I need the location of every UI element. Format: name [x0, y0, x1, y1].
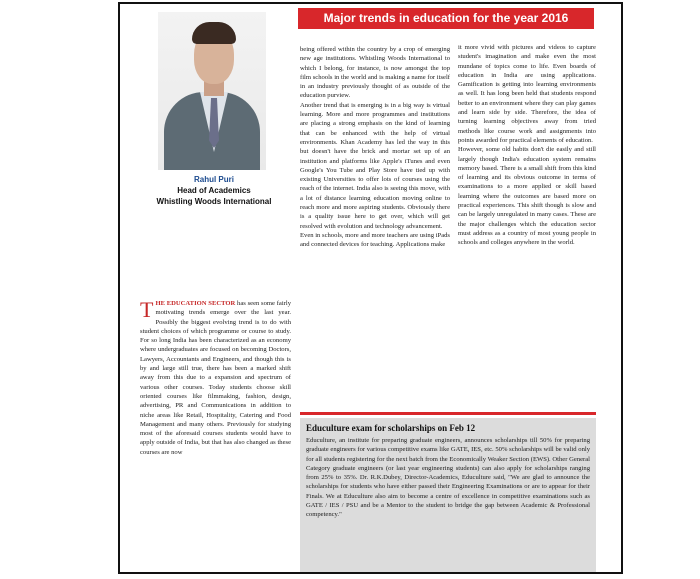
column-3-paragraph-2: However, some old habits don't die easily and still largely though India's education system remains memory based. There is a small shift from this kind of learning and its obvious outcome in terms of examinations to a more applied or skill based learning where the outcomes are based more on practical experiences. This shift though is slow and can be largely unregulated in many cases. These are the major challenges which the education sector must address as a country of most young people in schools and colleges anywhere in the world. [458, 146, 596, 247]
author-caption [140, 174, 288, 207]
author-name: Rahul Puri [193, 175, 234, 184]
section-divider [300, 412, 596, 415]
column-1-paragraph [140, 299, 291, 457]
news-box-heading: Educulture exam for scholarships on Feb 12 [306, 423, 476, 433]
column-2-paragraph-3: Even in schools, more and more teachers are using iPads and connected devices for teaching. Applications make [300, 231, 450, 249]
news-box-text: Educulture, an institute for preparing graduate engineers, announces scholarships till 50% for preparing graduate engineers for various competitive exams like GATE, IES, etc. 50% scholarships will be valid only for all students registering for the next batch from the Economically Weaker Section (EWS). Other General Category graduate engineers (or last year engineering students) can also apply for scholarships ranging from 25% to 35%. Dr. R.K.Dubey, Director-Academics, Educulture said, "We are glad to announce the scholarships for students who have either passed their Engineering Examinations or are to appear for their Finals. We at Educulture also aim to become a centre of excellence in competitive examinations such as GATE / IES / PSU and be a Mentor to the student to bridge the gap between Academic & Professional competency." [306, 437, 590, 519]
article-column-1 [140, 299, 291, 574]
photo-hair [192, 22, 236, 44]
column-3-paragraph-1: it more vivid with pictures and videos to capture student's imagination and make even the most mundane of topics come to life. Even boards of education in India are using applications. Gamification is getting into learning environments as well. It has long been held that students respond better to an environment where they can play games and learn side by side. Therefore, the idea of turning learning objectives away from tried methods like course work and assignments into points awarded for practical elements of education. [458, 44, 596, 144]
news-box [300, 418, 596, 574]
author-role: Head of Academics [177, 186, 251, 195]
article-title-banner: Major trends in education for the year 2016 [298, 8, 594, 29]
article-column-3 [458, 43, 596, 383]
drop-cap: T [140, 299, 154, 322]
lead-in: HE EDUCATION SECTOR [155, 300, 236, 307]
column-1-text: has seen some fairly motivating trends emerge over the last year. Possibly the biggest evolving trend is to do with student choices of which programme or course to study. For so long India has been characterized as an economy where undergraduates are focused on becoming Doctors, Lawyers, Accountants and Engineers, and though this is by and large still true, there has been a marked shift away from this due to a expansion and spectrum of various other courses. Today students choose skill oriented courses like filmmaking, fashion, design, advertising, PR and Communications in addition to niche areas like Retail, Hospitality, Catering and Food Management and many others. Previously for studying most of the aforesaid courses students would have to apply outside of India, but that has also changed as these courses are now [140, 300, 291, 456]
column-2-paragraph-1: being offered within the country by a crop of emerging new age institutions. Whistling Woods International to which I belong, for instance, is now amongst the top film schools in the world and is making a name for itself in an industry previously thought of as outside of the education purview. [300, 46, 450, 100]
author-org: Whistling Woods International [156, 197, 272, 206]
column-2-paragraph-2: Another trend that is emerging is in a big way is virtual learning. More and more programmes and institutions are placing a strong emphasis on the kind of learning that can be enhanced with the help of virtual environments. Khan Academy has led the way in this but doesn't have the brick and mortar set up of an institution and platforms like Apple's iTunes and even Google's You Tube and Play Store have tied up with existing Universities to offer lots of courses using the reach of the internet. India also is seeing this move, with a lot of distance learning education moving online to reach more and more aspiring students. Obviously there is a quality issue here to get over, which will get resolved with evolution and technology advancement. [300, 101, 450, 230]
magazine-page [118, 2, 623, 574]
author-photo [158, 12, 266, 170]
article-column-2 [300, 45, 450, 393]
